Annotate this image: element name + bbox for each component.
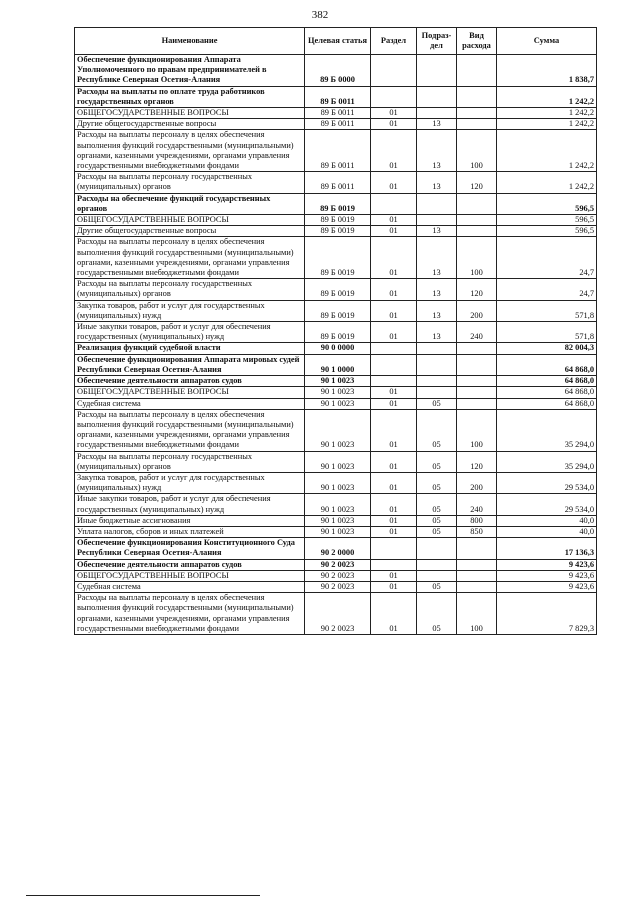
cell-section: 01	[371, 119, 417, 130]
cell-section: 01	[371, 398, 417, 409]
cell-sum: 1 242,2	[497, 130, 597, 172]
cell-subsection: 05	[417, 593, 457, 635]
table-row	[75, 581, 597, 592]
cell-article: 90 1 0023	[305, 494, 371, 515]
cell-name: Судебная система	[75, 398, 305, 409]
cell-name: Обеспечение функционирования Конституционного Суда Республики Северная Осетия-Алания	[75, 538, 305, 559]
cell-subsection	[417, 108, 457, 119]
cell-article: 89 Б 0011	[305, 108, 371, 119]
cell-subsection	[417, 55, 457, 87]
cell-subsection: 05	[417, 451, 457, 472]
cell-subsection	[417, 343, 457, 354]
table-row	[75, 119, 597, 130]
cell-kind: 100	[457, 130, 497, 172]
cell-kind: 120	[457, 279, 497, 300]
cell-article: 90 0 0000	[305, 343, 371, 354]
cell-name: Судебная система	[75, 581, 305, 592]
cell-kind	[457, 387, 497, 398]
table-row	[75, 55, 597, 87]
cell-article: 90 2 0023	[305, 581, 371, 592]
cell-kind	[457, 226, 497, 237]
table-row	[75, 108, 597, 119]
table-row	[75, 494, 597, 515]
cell-kind: 100	[457, 409, 497, 451]
table-row	[75, 472, 597, 493]
cell-section: 01	[371, 215, 417, 226]
cell-section: 01	[371, 237, 417, 279]
table-row	[75, 376, 597, 387]
cell-subsection: 13	[417, 172, 457, 193]
cell-sum: 29 534,0	[497, 472, 597, 493]
cell-section: 01	[371, 581, 417, 592]
cell-sum: 24,7	[497, 237, 597, 279]
cell-section	[371, 376, 417, 387]
cell-section: 01	[371, 300, 417, 321]
cell-subsection: 13	[417, 130, 457, 172]
table-row	[75, 515, 597, 526]
cell-section: 01	[371, 387, 417, 398]
table-row	[75, 570, 597, 581]
cell-sum: 1 242,2	[497, 119, 597, 130]
cell-sum: 40,0	[497, 526, 597, 537]
cell-kind	[457, 559, 497, 570]
cell-section: 01	[371, 494, 417, 515]
cell-sum: 1 242,2	[497, 172, 597, 193]
cell-article: 90 1 0023	[305, 376, 371, 387]
cell-kind: 100	[457, 593, 497, 635]
cell-kind: 120	[457, 451, 497, 472]
table-row	[75, 237, 597, 279]
table-body	[75, 55, 597, 635]
cell-article: 90 1 0023	[305, 472, 371, 493]
cell-kind: 800	[457, 515, 497, 526]
cell-subsection: 05	[417, 398, 457, 409]
table-header-row	[75, 28, 597, 55]
cell-kind: 120	[457, 172, 497, 193]
cell-subsection: 05	[417, 526, 457, 537]
table-row	[75, 86, 597, 107]
cell-subsection	[417, 538, 457, 559]
cell-subsection: 13	[417, 300, 457, 321]
cell-sum: 35 294,0	[497, 451, 597, 472]
cell-kind: 200	[457, 472, 497, 493]
cell-name: Закупка товаров, работ и услуг для государственных (муниципальных) нужд	[75, 472, 305, 493]
page-number: 382	[311, 9, 329, 21]
cell-sum: 1 242,2	[497, 108, 597, 119]
cell-section	[371, 55, 417, 87]
cell-sum: 596,5	[497, 226, 597, 237]
cell-section: 01	[371, 226, 417, 237]
cell-sum: 7 829,3	[497, 593, 597, 635]
cell-kind	[457, 55, 497, 87]
cell-subsection: 05	[417, 581, 457, 592]
cell-kind	[457, 570, 497, 581]
cell-article: 90 1 0023	[305, 398, 371, 409]
cell-article: 89 Б 0019	[305, 279, 371, 300]
cell-sum: 29 534,0	[497, 494, 597, 515]
cell-section: 01	[371, 322, 417, 343]
cell-section	[371, 354, 417, 375]
cell-name: Расходы на выплаты персоналу государственных (муниципальных) органов	[75, 279, 305, 300]
cell-subsection	[417, 193, 457, 214]
cell-section	[371, 86, 417, 107]
cell-kind	[457, 108, 497, 119]
cell-sum: 82 004,3	[497, 343, 597, 354]
cell-article: 89 Б 0019	[305, 322, 371, 343]
cell-name: ОБЩЕГОСУДАРСТВЕННЫЕ ВОПРОСЫ	[75, 387, 305, 398]
cell-kind	[457, 119, 497, 130]
cell-article: 90 1 0023	[305, 515, 371, 526]
cell-name: Расходы на выплаты персоналу в целях обеспечения выполнения функций государственными (муниципальными) органами, казенными учреждениями, органами управления государственными внебюджетными фондами	[75, 593, 305, 635]
footer-divider	[26, 895, 260, 896]
cell-subsection: 05	[417, 409, 457, 451]
cell-sum: 64 868,0	[497, 354, 597, 375]
cell-article: 90 1 0023	[305, 387, 371, 398]
table-row	[75, 398, 597, 409]
cell-sum: 596,5	[497, 215, 597, 226]
cell-section	[371, 343, 417, 354]
cell-sum: 9 423,6	[497, 559, 597, 570]
cell-kind	[457, 86, 497, 107]
header-sum: Сумма	[497, 28, 597, 55]
cell-article: 89 Б 0019	[305, 300, 371, 321]
cell-article: 89 Б 0011	[305, 119, 371, 130]
cell-sum: 64 868,0	[497, 376, 597, 387]
table-row	[75, 215, 597, 226]
table-row	[75, 130, 597, 172]
cell-article: 90 2 0023	[305, 559, 371, 570]
cell-sum: 40,0	[497, 515, 597, 526]
cell-sum: 1 242,2	[497, 86, 597, 107]
cell-article: 89 Б 0000	[305, 55, 371, 87]
cell-article: 90 1 0000	[305, 354, 371, 375]
cell-kind	[457, 538, 497, 559]
table-row	[75, 343, 597, 354]
cell-article: 89 Б 0019	[305, 237, 371, 279]
cell-sum: 571,8	[497, 322, 597, 343]
cell-subsection	[417, 215, 457, 226]
cell-sum: 596,5	[497, 193, 597, 214]
cell-subsection: 05	[417, 515, 457, 526]
cell-article: 89 Б 0019	[305, 226, 371, 237]
cell-sum: 9 423,6	[497, 581, 597, 592]
header-subsection: Подраз-дел	[417, 28, 457, 55]
cell-section	[371, 538, 417, 559]
cell-section: 01	[371, 108, 417, 119]
header-kind: Вид расхода	[457, 28, 497, 55]
cell-kind: 100	[457, 237, 497, 279]
cell-subsection	[417, 570, 457, 581]
cell-name: Расходы на обеспечение функций государственных органов	[75, 193, 305, 214]
cell-sum: 35 294,0	[497, 409, 597, 451]
cell-section: 01	[371, 172, 417, 193]
cell-kind: 240	[457, 322, 497, 343]
cell-section: 01	[371, 472, 417, 493]
table-row	[75, 226, 597, 237]
cell-name: Закупка товаров, работ и услуг для государственных (муниципальных) нужд	[75, 300, 305, 321]
budget-table	[74, 27, 597, 635]
cell-name: Расходы на выплаты персоналу в целях обеспечения выполнения функций государственными (муниципальными) органами, казенными учреждениями, органами управления государственными внебюджетными фондами	[75, 409, 305, 451]
cell-kind	[457, 215, 497, 226]
cell-article: 90 2 0000	[305, 538, 371, 559]
cell-article: 90 2 0023	[305, 593, 371, 635]
table-row	[75, 172, 597, 193]
cell-article: 90 2 0023	[305, 570, 371, 581]
table-row	[75, 322, 597, 343]
cell-subsection: 05	[417, 494, 457, 515]
cell-section	[371, 193, 417, 214]
cell-section: 01	[371, 515, 417, 526]
cell-article: 90 1 0023	[305, 451, 371, 472]
cell-kind	[457, 376, 497, 387]
cell-name: Расходы на выплаты персоналу в целях обеспечения выполнения функций государственными (муниципальными) органами, казенными учреждениями, органами управления государственными внебюджетными фондами	[75, 130, 305, 172]
cell-name: Расходы на выплаты персоналу государственных (муниципальных) органов	[75, 451, 305, 472]
cell-subsection	[417, 387, 457, 398]
cell-article: 89 Б 0011	[305, 172, 371, 193]
cell-subsection	[417, 376, 457, 387]
cell-sum: 64 868,0	[497, 398, 597, 409]
header-name: Наименование	[75, 28, 305, 55]
cell-section: 01	[371, 593, 417, 635]
table-row	[75, 409, 597, 451]
cell-article: 89 Б 0019	[305, 193, 371, 214]
cell-name: Реализация функций судебной власти	[75, 343, 305, 354]
cell-subsection	[417, 559, 457, 570]
cell-subsection	[417, 86, 457, 107]
cell-kind: 850	[457, 526, 497, 537]
header-article: Целевая статья	[305, 28, 371, 55]
table-row	[75, 526, 597, 537]
cell-subsection: 13	[417, 279, 457, 300]
cell-sum: 24,7	[497, 279, 597, 300]
cell-name: Уплата налогов, сборов и иных платежей	[75, 526, 305, 537]
cell-name: ОБЩЕГОСУДАРСТВЕННЫЕ ВОПРОСЫ	[75, 215, 305, 226]
table-row	[75, 387, 597, 398]
cell-subsection: 13	[417, 322, 457, 343]
cell-section: 01	[371, 526, 417, 537]
table-row	[75, 538, 597, 559]
cell-kind	[457, 398, 497, 409]
cell-sum: 571,8	[497, 300, 597, 321]
cell-kind	[457, 354, 497, 375]
table-row	[75, 354, 597, 375]
cell-name: Иные закупки товаров, работ и услуг для обеспечения государственных (муниципальных) нужд	[75, 494, 305, 515]
cell-article: 89 Б 0011	[305, 130, 371, 172]
cell-article: 90 1 0023	[305, 409, 371, 451]
cell-kind	[457, 581, 497, 592]
cell-name: Иные закупки товаров, работ и услуг для обеспечения государственных (муниципальных) нужд	[75, 322, 305, 343]
table-row	[75, 451, 597, 472]
cell-kind	[457, 343, 497, 354]
cell-section: 01	[371, 130, 417, 172]
cell-section: 01	[371, 570, 417, 581]
cell-sum: 17 136,3	[497, 538, 597, 559]
cell-name: ОБЩЕГОСУДАРСТВЕННЫЕ ВОПРОСЫ	[75, 108, 305, 119]
cell-article: 89 Б 0011	[305, 86, 371, 107]
cell-section: 01	[371, 451, 417, 472]
cell-name: Расходы на выплаты по оплате труда работников государственных органов	[75, 86, 305, 107]
cell-name: Расходы на выплаты персоналу государственных (муниципальных) органов	[75, 172, 305, 193]
cell-name: Обеспечение деятельности аппаратов судов	[75, 376, 305, 387]
cell-subsection: 13	[417, 237, 457, 279]
cell-section: 01	[371, 409, 417, 451]
header-section: Раздел	[371, 28, 417, 55]
cell-kind: 200	[457, 300, 497, 321]
cell-name: Иные бюджетные ассигнования	[75, 515, 305, 526]
cell-name: Расходы на выплаты персоналу в целях обеспечения выполнения функций государственными (муниципальными) органами, казенными учреждениями, органами управления государственными внебюджетными фондами	[75, 237, 305, 279]
cell-kind	[457, 193, 497, 214]
cell-subsection	[417, 354, 457, 375]
cell-name: ОБЩЕГОСУДАРСТВЕННЫЕ ВОПРОСЫ	[75, 570, 305, 581]
cell-sum: 1 838,7	[497, 55, 597, 87]
table-row	[75, 593, 597, 635]
cell-sum: 9 423,6	[497, 570, 597, 581]
cell-name: Обеспечение функционирования Аппарата Уполномоченного по правам предпринимателей в Республике Северная Осетия-Алания	[75, 55, 305, 87]
table-row	[75, 193, 597, 214]
cell-article: 89 Б 0019	[305, 215, 371, 226]
cell-section: 01	[371, 279, 417, 300]
cell-subsection: 13	[417, 119, 457, 130]
cell-name: Другие общегосударственные вопросы	[75, 119, 305, 130]
cell-kind: 240	[457, 494, 497, 515]
cell-subsection: 13	[417, 226, 457, 237]
cell-name: Обеспечение деятельности аппаратов судов	[75, 559, 305, 570]
cell-subsection: 05	[417, 472, 457, 493]
table-row	[75, 300, 597, 321]
table-row	[75, 559, 597, 570]
table-row	[75, 279, 597, 300]
cell-sum: 64 868,0	[497, 387, 597, 398]
cell-section	[371, 559, 417, 570]
cell-name: Другие общегосударственные вопросы	[75, 226, 305, 237]
cell-name: Обеспечение функционирования Аппарата мировых судей Республики Северная Осетия-Алания	[75, 354, 305, 375]
cell-article: 90 1 0023	[305, 526, 371, 537]
